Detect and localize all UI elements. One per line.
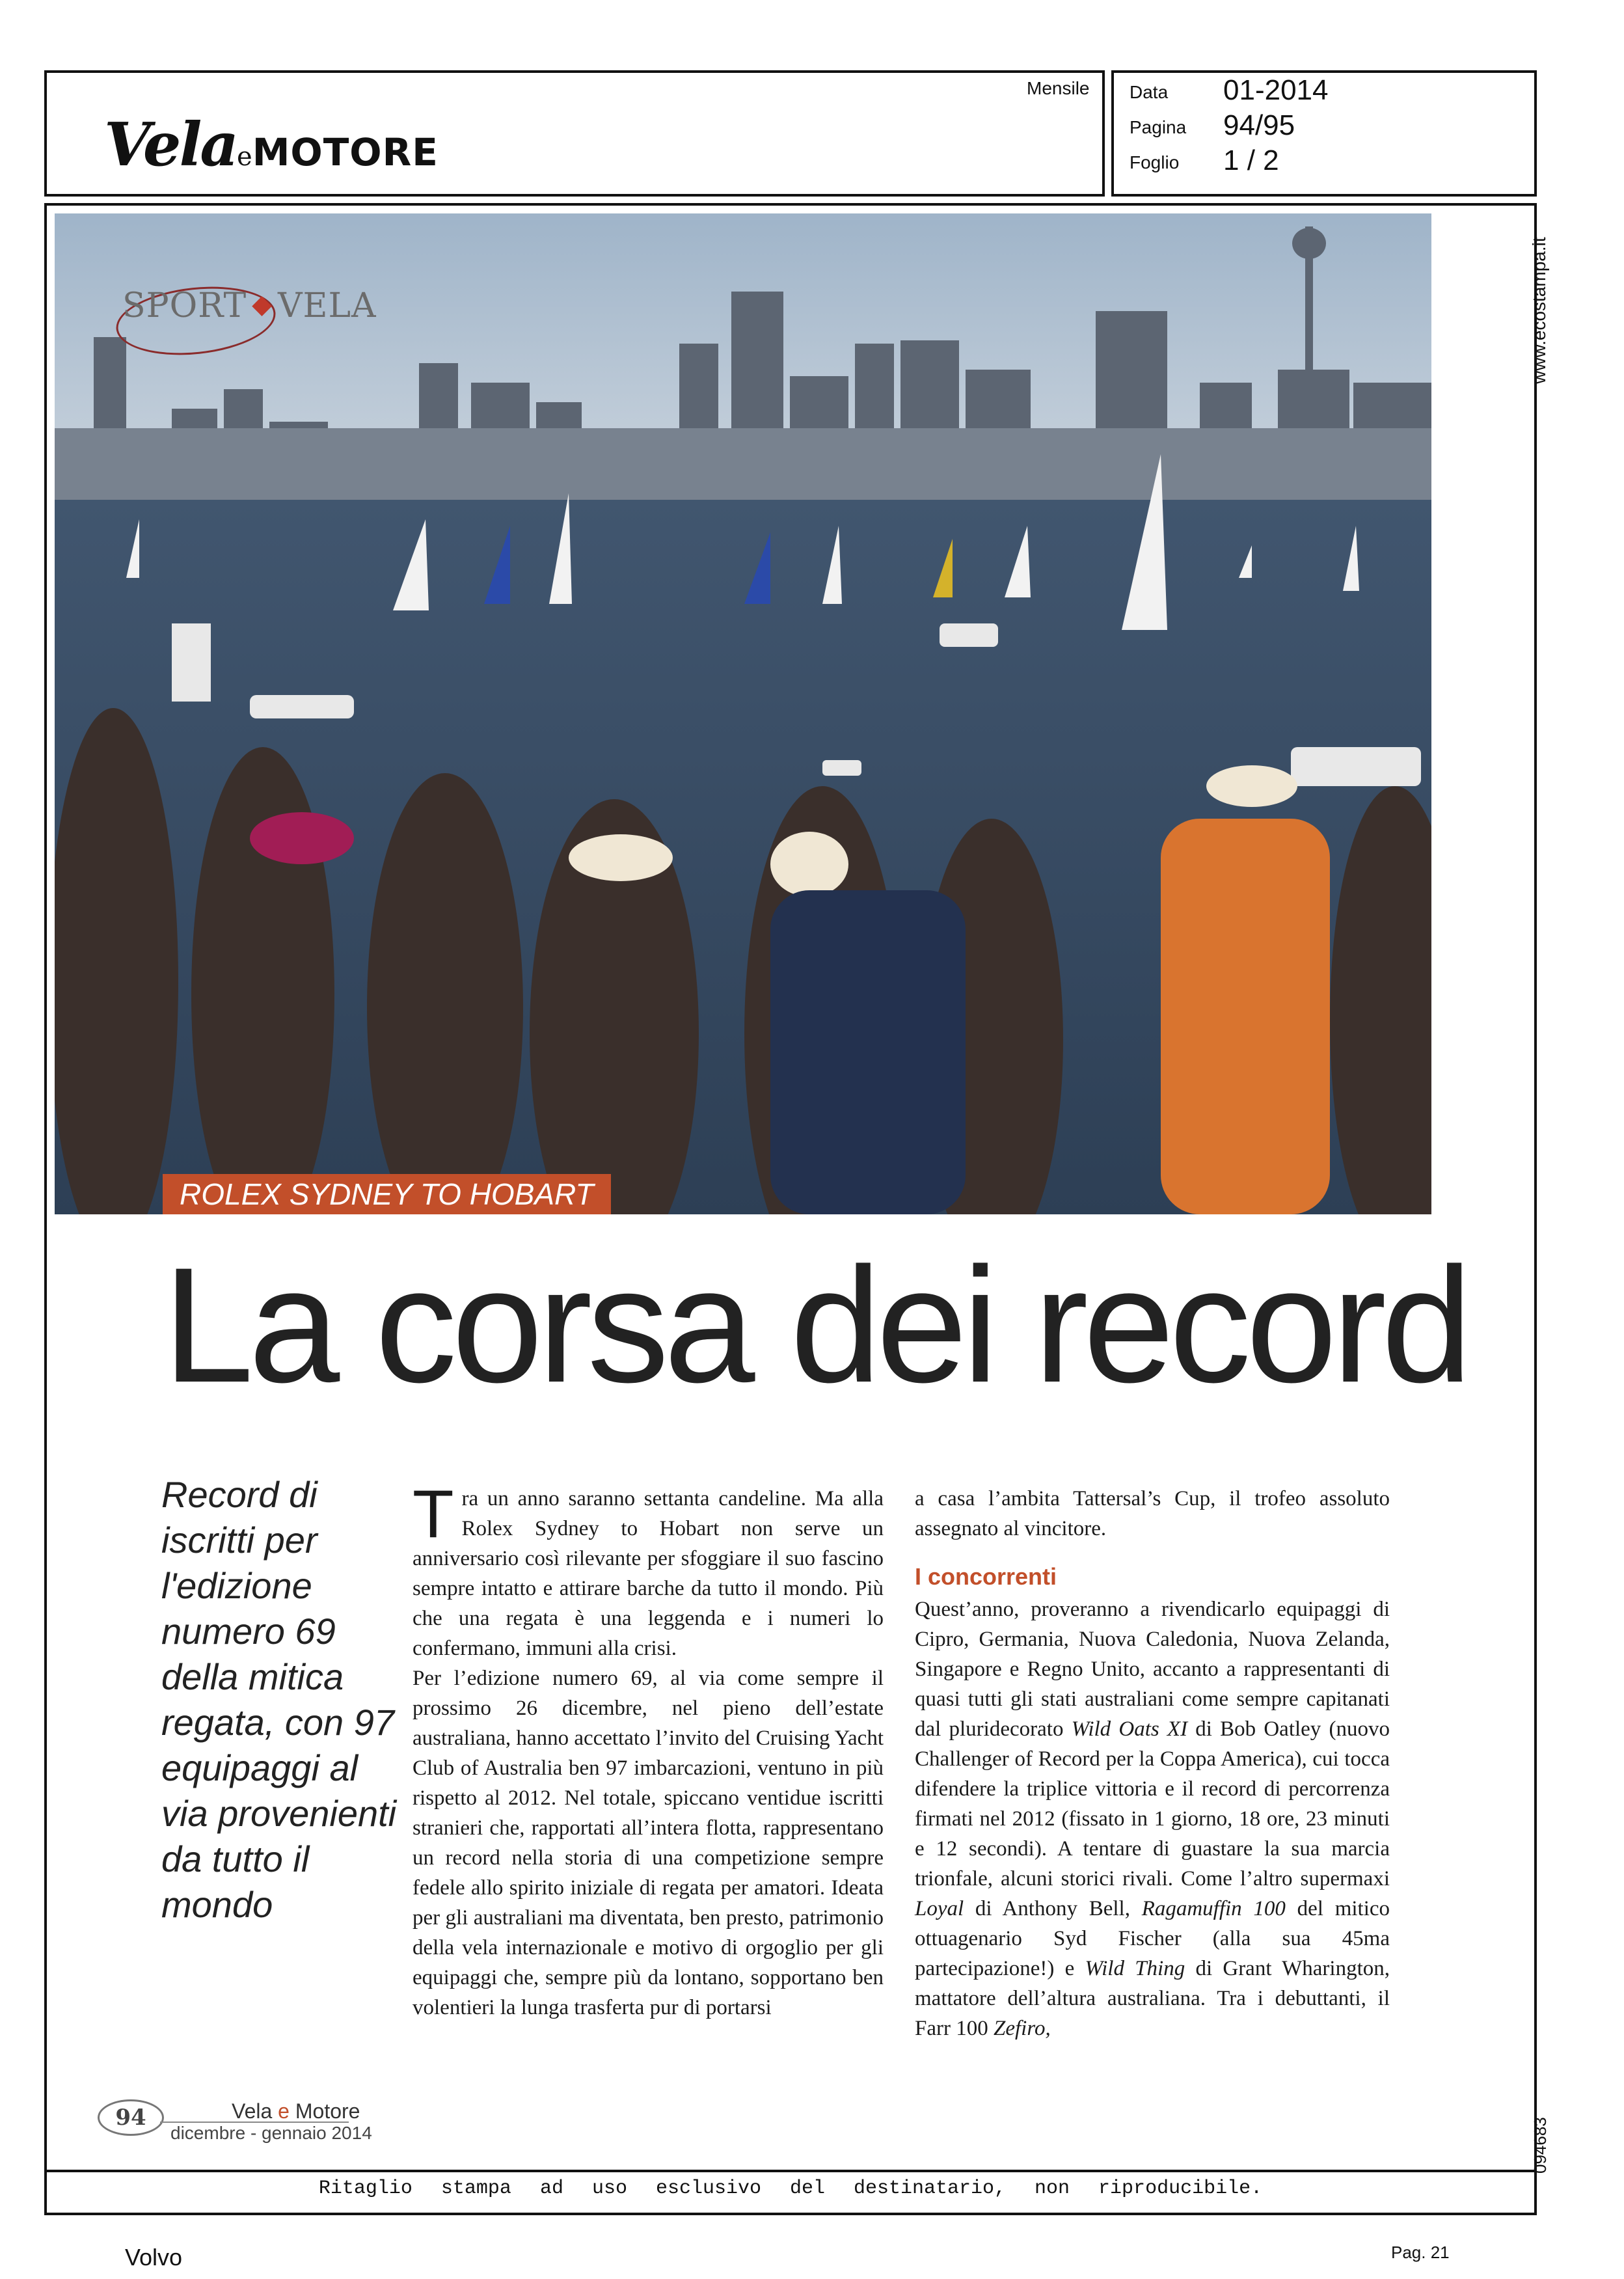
date-value: 01-2014: [1223, 74, 1329, 106]
page-value: 94/95: [1223, 109, 1295, 141]
side-code: 094683: [1530, 2117, 1550, 2174]
client-brand: Volvo: [125, 2244, 183, 2271]
date-label: Data: [1130, 82, 1169, 102]
paragraph-cup: a casa l’ambita Tattersal’s Cup, il trofeo assoluto assegnato al vincitore.: [915, 1487, 1390, 1540]
paragraph-competitors: Quest’anno, proveranno a rivendicarlo equipaggi di Cipro, Germania, Nuova Caledonia, Nuova Zelanda, Singapore e Regno Unito, accanto a rappresentanti di quasi tutti gli stati australiani come sempre capitanati dal pluridecorato Wild Oats XI di Bob Oatley (nuovo Challenger of Record per la Coppa America), cui tocca difendere la triplice vittoria e il record di percorrenza firmati nel 2012 (fissato in 1 giorno, 18 ore, 23 minuti e 12 secondi). A tentare di guastare la sua marcia trionfale, alcuni storici rivali. Come l’altro supermaxi Loyal di Anthony Bell, Ragamuffin 100 del mitico ottuagenario Syd Fischer (alla sua 45ma partecipazione!) e Wild Thing di Grant Wharington, mattatore dell’altura australiana. Tra i debuttanti, il Farr 100 Zefiro,: [915, 1598, 1390, 2040]
folio-page-number: 94: [98, 2099, 164, 2136]
paragraph-intro: ra un anno saranno settanta candeline. Ma alla Rolex Sydney to Hobart non serve un anniversario così rilevante per sfoggiare il suo fascino sempre intatto e attirare barche da tutto il mondo. Più che una regata è una leggenda e i numeri lo confermano, immuni alla crisi.: [413, 1487, 884, 1660]
drop-cap: T: [413, 1477, 454, 1552]
page-label: Pagina: [1130, 117, 1187, 137]
clipping-disclaimer: Ritaglio stampa ad uso esclusivo del destinatario, non riproducibile.: [318, 2177, 1263, 2200]
folio-magazine-name: Vela e Motore: [232, 2099, 360, 2123]
magazine-logo: VelaeMOTORE: [104, 109, 439, 180]
footer-divider: [44, 2170, 1537, 2172]
sheet-label: Foglio: [1130, 152, 1180, 172]
harbour-illustration: [55, 213, 1431, 1214]
harbour-photo: [55, 213, 1431, 1214]
event-banner: ROLEX SYDNEY TO HOBART: [163, 1174, 611, 1214]
diamond-icon: ◆: [252, 290, 273, 320]
paragraph-edition: Per l’edizione numero 69, al via come sempre il prossimo 26 dicembre, nel pieno dell’estate australiana, hanno accettato l’invito del Cruising Yacht Club of Australia ben 97 imbarcazioni, ventuno in più rispetto al 2012. Nel totale, spiccano ventidue iscritti stranieri che, rapportati all’intera flotta, rappresentano un record nella storia di una competizione sempre fedele allo spirito iniziale di regata per amatori. Ideata per gli australiani ma diventata, ben presto, patrimonio della vela internazionale e motivo di orgoglio per gli equipaggi che, sempre più da lontano, sopportano ben volentieri la lunga trasferta pur di portarsi: [413, 1667, 884, 2019]
article-headline: La corsa dei record: [163, 1234, 1468, 1417]
article-column-2: [915, 1484, 1390, 2043]
article-column-1: [413, 1477, 884, 2023]
folio-issue-date: dicembre - gennaio 2014: [170, 2123, 372, 2143]
document-page-number: Pag. 21: [1391, 2243, 1450, 2262]
side-url: www.ecostampa.it: [1529, 237, 1549, 384]
article-standfirst: Record di iscritti per l'edizione numero 69 della mitica regata, con 97 equipaggi al via provenienti da tutto il mondo: [161, 1474, 397, 1925]
section-label: SPORT ◆ VELA: [122, 286, 377, 325]
subhead-concorrenti: I concorrenti: [915, 1563, 1057, 1590]
frequency-label: Mensile: [1027, 78, 1090, 98]
sheet-value: 1 / 2: [1223, 144, 1279, 176]
